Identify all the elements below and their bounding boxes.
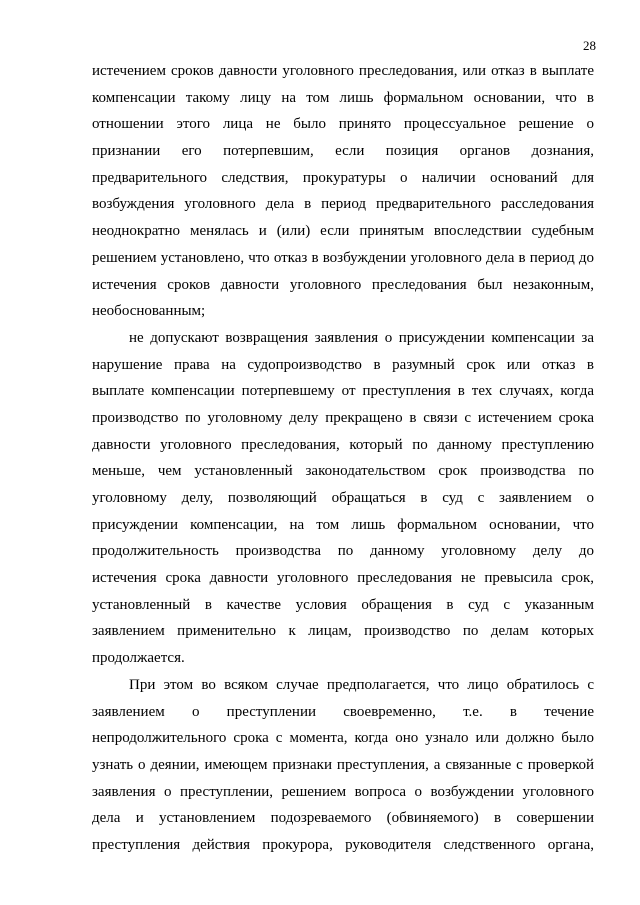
text-line: компенсации такому лицу на том лишь формальном основании, что в [92, 89, 594, 106]
text-line: истечения сроков давности уголовного преследования был незаконным, [92, 276, 594, 293]
text-line: отношении этого лица не было принято процессуальное решение о [92, 116, 594, 133]
text-line: признании его потерпевшим, если позиция органов дознания, [92, 143, 594, 160]
text-line: преступления действия прокурора, руководителя следственного органа, [92, 836, 594, 853]
text-line: неоднократно менялась и (или) если принятым впоследствии судебным [92, 223, 594, 240]
text-line: давности уголовного преследования, который по данному преступлению [92, 436, 594, 453]
text-line: заявлением применительно к лицам, производство по делам которых [92, 623, 594, 640]
text-line: не допускают возвращения заявления о присуждении компенсации за [129, 329, 594, 346]
text-line: необоснованным; [92, 303, 206, 320]
text-line: производство по уголовному делу прекращено в связи с истечением срока [92, 409, 594, 426]
paragraph-3 [92, 672, 594, 859]
text-line: дела и установлением подозреваемого (обвиняемого) в совершении [92, 810, 594, 827]
text-line: продолжительность производства по данному уголовному делу до [92, 543, 594, 560]
text-line: возбуждения уголовного дела в период предварительного расследования [92, 196, 594, 213]
text-line: уголовному делу, позволяющий обращаться в суд с заявлением о [92, 490, 594, 506]
paragraph-1 [92, 58, 594, 325]
text-line: нарушение права на судопроизводство в разумный срок или отказ в [92, 356, 594, 373]
text-line: При этом во всяком случае предполагается, что лицо обратилось с [129, 676, 594, 693]
text-line: узнать о деянии, имеющем признаки преступления, а связанные с проверкой [92, 756, 594, 773]
text-line: непродолжительного срока с момента, когда оно узнало или должно было [92, 730, 594, 747]
text-line: заявлением о преступлении своевременно, т.е. в течение [92, 703, 594, 720]
text-line: присуждении компенсации, на том лишь формальном основании, что [92, 516, 594, 533]
text-line: установленный в качестве условия обращения в суд с указанным [92, 596, 594, 613]
text-line: предварительного следствия, прокуратуры о наличии оснований для [92, 169, 594, 186]
text-line: заявления о преступлении, решением вопроса о возбуждении уголовного [92, 783, 594, 800]
paragraph-2 [92, 325, 594, 672]
body-text [92, 58, 594, 859]
text-line: меньше, чем установленный законодательством срок производства по [92, 463, 594, 480]
text-line: истечением сроков давности уголовного преследования, или отказ в выплате [92, 63, 594, 79]
page-number: 28 [583, 38, 596, 53]
text-line: выплате компенсации потерпевшему от преступления в тех случаях, когда [92, 383, 594, 400]
text-line: решением установлено, что отказ в возбуждении уголовного дела в период до [92, 249, 594, 266]
text-line: продолжается. [92, 650, 185, 667]
text-line: истечения срока давности уголовного преследования не превысила срок, [92, 570, 594, 587]
